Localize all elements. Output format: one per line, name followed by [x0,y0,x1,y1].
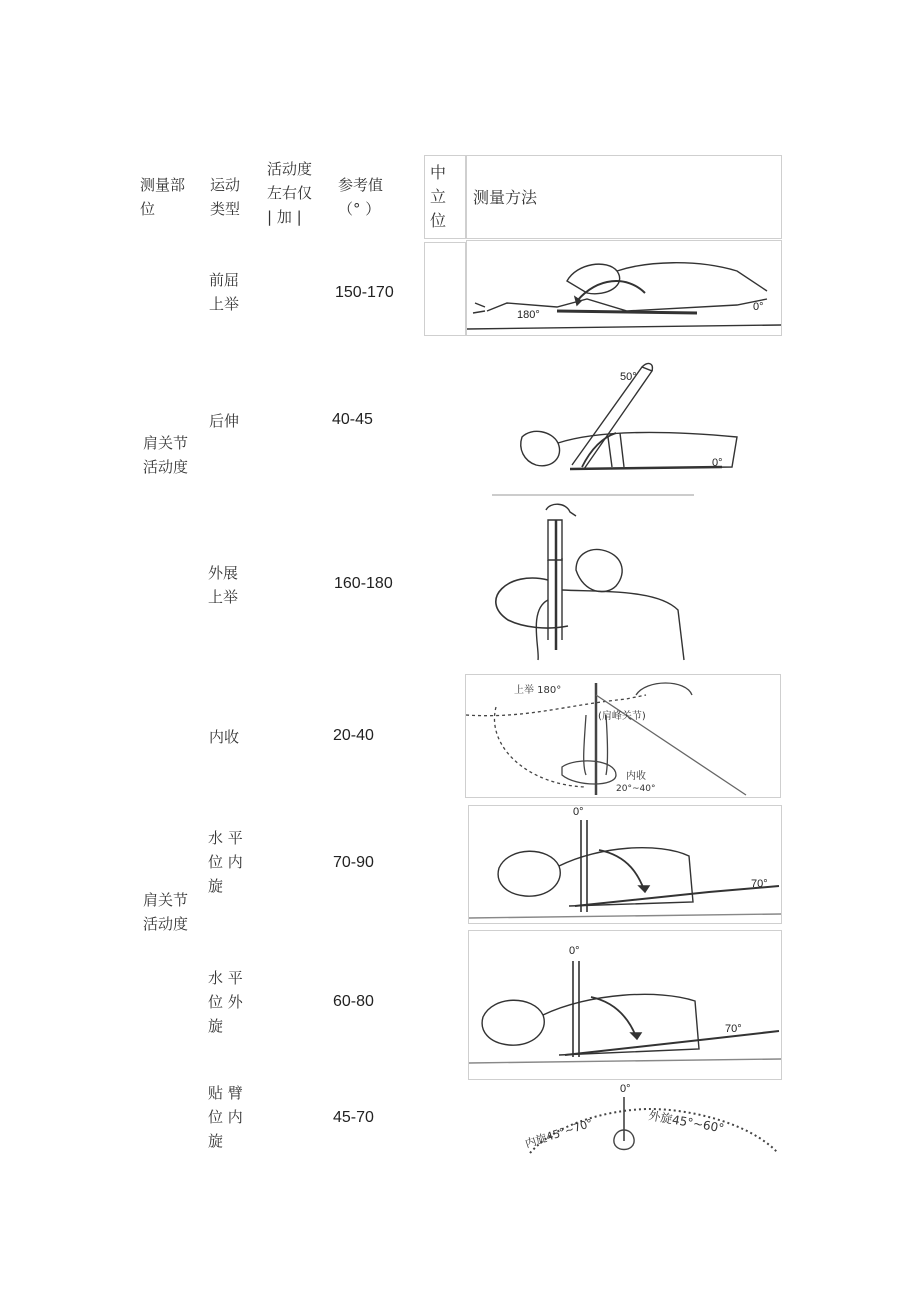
value-horizontal-external: 60-80 [333,993,374,1010]
value-extension: 40-45 [332,411,373,428]
mark-0-ext: 0° [712,457,723,469]
adduction-figure [465,674,781,798]
mark-0-arm: 0° [620,1083,631,1095]
mark-raise-180: 上举 180° [514,685,562,696]
mark-70-he: 70° [725,1023,742,1035]
prone-extension-figure [492,357,742,497]
horizontal-external-rotation-figure [468,930,782,1080]
group-label-2: 肩关节 活动度 [143,891,189,933]
motion-abduction: 外展 上举 [208,564,239,606]
header-motion-type: 运动 类型 [210,176,241,218]
mark-adduction-range: 20°~40° [616,784,656,794]
mark-70-hi: 70° [751,878,768,890]
motion-extension: 后伸 [209,412,240,430]
mark-0-he: 0° [569,945,580,957]
mark-acromion: (肩峰关节) [598,711,646,722]
value-forward-flexion: 150-170 [335,284,394,301]
motion-horizontal-external: 水 平 位 外 旋 [208,969,243,1035]
header-reference: 参考值 （° ） [338,176,384,218]
motion-arm-side-rotation: 贴 臂 位 内 旋 [208,1084,243,1150]
value-horizontal-internal: 70-90 [333,854,374,871]
motion-adduction: 内收 [209,728,240,746]
arm-side-rotation-figure [520,1083,782,1159]
neutral-cell-2 [424,242,466,336]
mark-0: 0° [753,301,764,313]
motion-forward-flexion: 前屈 上举 [209,271,240,313]
mark-internal-range: 内旋45°~70° [523,1116,595,1151]
header-neutral: 中 立 位 [430,163,447,230]
motion-horizontal-internal: 水 平 位 内 旋 [208,829,243,895]
header-method: 测量方法 [473,188,538,207]
value-adduction: 20-40 [333,727,374,744]
header-part: 测量部 位 [140,176,186,218]
mark-50: 50° [620,371,637,383]
horizontal-internal-rotation-figure [468,805,782,924]
abduction-figure [488,500,694,665]
value-abduction: 160-180 [334,575,393,592]
mark-external-range: 外旋45°~60° [647,1108,726,1136]
mark-adduction: 内收 [626,771,646,782]
supine-forward-flexion-figure [466,240,782,336]
mark-180: 180° [517,309,540,321]
header-lr: 活动度 左右仅 | 加 | [267,160,313,226]
group-label-1: 肩关节 活动度 [143,434,189,476]
mark-0-hi: 0° [573,806,584,818]
value-arm-side-rotation: 45-70 [333,1109,374,1126]
